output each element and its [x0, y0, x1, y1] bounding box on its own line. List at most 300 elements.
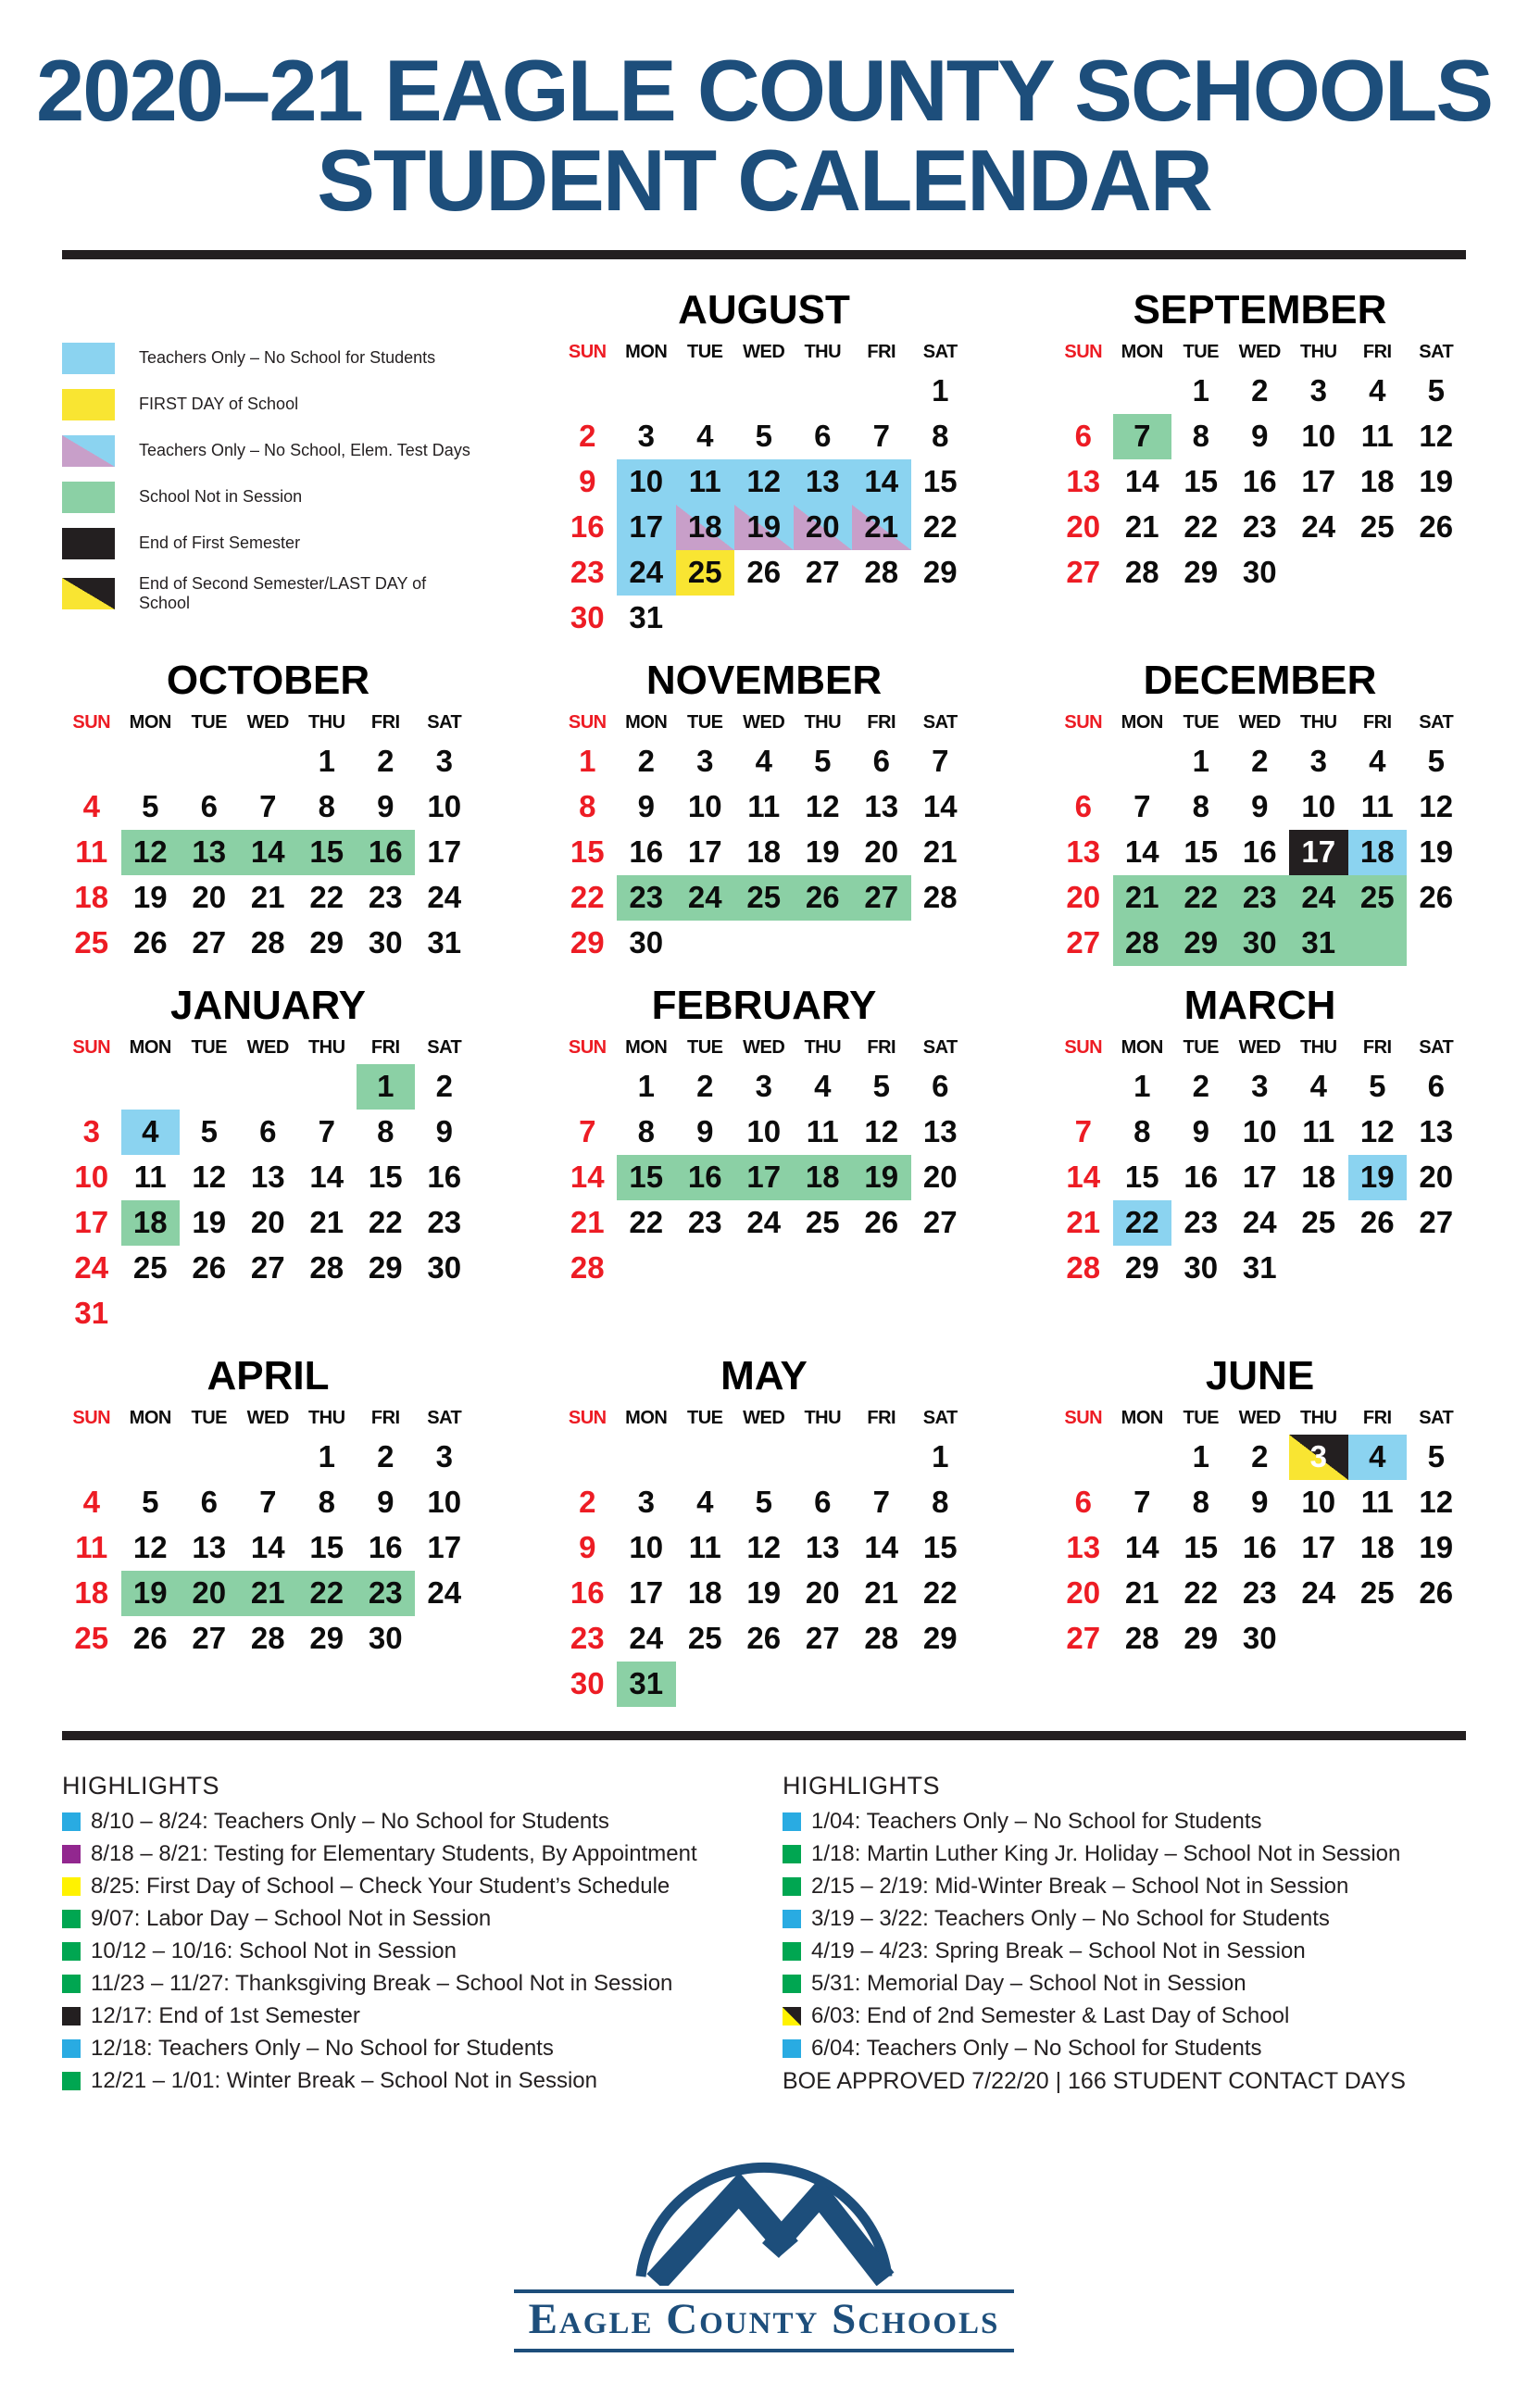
- day-cell: 5: [142, 789, 159, 824]
- day-cell: 6: [1074, 789, 1092, 824]
- day-cell: 27: [805, 555, 840, 590]
- week-row: [62, 1616, 474, 1662]
- day-cell: 15: [309, 1530, 344, 1565]
- day-cell: 20: [794, 505, 853, 550]
- highlight-text: 1/04: Teachers Only – No School for Students: [811, 1808, 1262, 1834]
- blue-bullet-icon: [783, 2039, 801, 2058]
- week-row: [558, 1571, 971, 1616]
- weekday-header: SUN: [568, 342, 607, 363]
- day-cell: 2: [1251, 1439, 1269, 1474]
- day-cell: 1: [637, 1069, 655, 1104]
- day-cell: 1: [579, 744, 596, 779]
- day-cell: 4: [1348, 1435, 1408, 1480]
- day-cell: 24: [1301, 509, 1336, 545]
- month-september: [1054, 287, 1466, 596]
- weekday-header: WED: [1238, 1037, 1281, 1059]
- month-title: SEPTEMBER: [1133, 286, 1387, 332]
- day-cell: 25: [687, 1621, 722, 1656]
- legend-label: End of First Semester: [139, 533, 301, 553]
- day-cell: 21: [250, 880, 285, 915]
- day-cell: 7: [1133, 1485, 1151, 1520]
- day-cell: 31: [629, 600, 664, 635]
- day-cell: [415, 1291, 474, 1336]
- green-bullet-icon: [783, 1942, 801, 1961]
- day-cell: 17: [617, 505, 676, 550]
- day-cell: 8: [579, 789, 596, 824]
- day-cell: 3: [696, 744, 714, 779]
- day-cell: 22: [629, 1205, 664, 1240]
- day-cell: [121, 1291, 181, 1336]
- day-cell: 13: [180, 830, 239, 875]
- weekday-header: MON: [625, 1037, 668, 1059]
- day-cell: 29: [922, 1621, 958, 1656]
- day-cell: 15: [922, 464, 958, 499]
- day-cell: [734, 921, 794, 966]
- day-cell: 17: [734, 1155, 794, 1200]
- month-title: JANUARY: [169, 982, 367, 1028]
- day-cell: 4: [696, 1485, 714, 1520]
- highlight-text: 2/15 – 2/19: Mid-Winter Break – School Not in Session: [811, 1873, 1349, 1899]
- day-cell: 9: [377, 789, 395, 824]
- weekday-header: SAT: [922, 1408, 958, 1429]
- week-row: [1054, 459, 1466, 505]
- day-cell: [911, 921, 971, 966]
- weekday-header: WED: [246, 1408, 289, 1429]
- blue-swatch-icon: [62, 343, 115, 374]
- month-title: NOVEMBER: [645, 657, 883, 703]
- day-cell: [180, 1064, 239, 1110]
- weekday-header: TUE: [1183, 342, 1219, 363]
- day-cell: [734, 369, 794, 414]
- day-cell: [911, 596, 971, 641]
- day-cell: 14: [864, 1530, 899, 1565]
- weekday-header: FRI: [867, 712, 896, 734]
- day-cell: 2: [696, 1069, 714, 1104]
- day-cell: 30: [427, 1250, 462, 1286]
- week-row: [1054, 505, 1466, 550]
- day-cell: 24: [1301, 1575, 1336, 1611]
- day-cell: 24: [676, 875, 735, 921]
- weekday-header: SUN: [568, 1408, 607, 1429]
- weekday-header-row: [62, 709, 474, 737]
- week-row: [558, 414, 971, 459]
- legend-item: [62, 343, 474, 374]
- day-cell: 29: [1171, 921, 1231, 966]
- week-row: [1054, 1110, 1466, 1155]
- day-cell: 8: [932, 1485, 949, 1520]
- day-cell: 3: [755, 1069, 772, 1104]
- weekday-header-row: [558, 709, 971, 737]
- day-cell: 5: [755, 419, 772, 454]
- day-cell: 10: [1242, 1114, 1277, 1149]
- day-cell: 16: [676, 1155, 735, 1200]
- day-cell: 16: [1242, 464, 1277, 499]
- day-cell: 21: [1066, 1205, 1101, 1240]
- day-cell: 24: [74, 1250, 109, 1286]
- day-cell: 14: [1124, 464, 1159, 499]
- week-row: [558, 739, 971, 784]
- weekday-header: THU: [804, 1408, 842, 1429]
- day-cell: 19: [746, 1575, 782, 1611]
- weekday-header-row: [1054, 1405, 1466, 1433]
- day-cell: 28: [1124, 1621, 1159, 1656]
- day-cell: 5: [755, 1485, 772, 1520]
- day-cell: [1289, 1246, 1348, 1291]
- day-cell: [852, 369, 911, 414]
- day-cell: 18: [794, 1155, 853, 1200]
- day-cell: 12: [1419, 1485, 1454, 1520]
- day-cell: [558, 1435, 618, 1480]
- green-bullet-icon: [62, 2072, 81, 2090]
- day-cell: 12: [734, 459, 794, 505]
- day-cell: 26: [132, 1621, 168, 1656]
- weekday-header: FRI: [370, 1408, 400, 1429]
- day-cell: 14: [1124, 1530, 1159, 1565]
- week-row: [558, 1246, 971, 1291]
- weekday-header: SUN: [72, 1037, 111, 1059]
- day-cell: 15: [1184, 464, 1219, 499]
- logo-wordmark: Eagle County Schools: [514, 2289, 1015, 2352]
- green-swatch-icon: [62, 482, 115, 513]
- month-title: JUNE: [1205, 1352, 1315, 1398]
- day-cell: 6: [200, 1485, 218, 1520]
- day-cell: 27: [1066, 555, 1101, 590]
- weekday-header-row: [558, 339, 971, 367]
- day-cell: [1348, 550, 1408, 596]
- day-cell: 12: [1359, 1114, 1395, 1149]
- day-cell: 10: [687, 789, 722, 824]
- week-row: [62, 1200, 474, 1246]
- weekday-header: THU: [1299, 342, 1337, 363]
- week-row: [62, 739, 474, 784]
- day-cell: 14: [250, 1530, 285, 1565]
- highlights-header: HIGHLIGHTS: [62, 1771, 220, 1800]
- day-cell: 3: [82, 1114, 100, 1149]
- day-cell: 9: [1251, 789, 1269, 824]
- day-cell: 27: [192, 925, 227, 960]
- day-cell: 13: [192, 1530, 227, 1565]
- day-cell: 14: [309, 1160, 344, 1195]
- day-cell: 18: [1348, 830, 1408, 875]
- day-cell: 12: [1419, 419, 1454, 454]
- weekday-header: TUE: [687, 1408, 723, 1429]
- day-cell: [852, 1435, 911, 1480]
- day-cell: 25: [805, 1205, 840, 1240]
- day-cell: 2: [1251, 373, 1269, 408]
- day-cell: 29: [570, 925, 605, 960]
- day-cell: 2: [435, 1069, 453, 1104]
- day-cell: 24: [1242, 1205, 1277, 1240]
- day-cell: 14: [570, 1160, 605, 1195]
- weekday-header: THU: [1299, 712, 1337, 734]
- day-cell: 9: [579, 1530, 596, 1565]
- day-cell: 9: [637, 789, 655, 824]
- day-cell: 13: [1066, 464, 1101, 499]
- day-cell: [852, 1662, 911, 1707]
- day-cell: 28: [864, 555, 899, 590]
- day-cell: 4: [1309, 1069, 1327, 1104]
- legend-item: [62, 435, 474, 467]
- day-cell: 11: [1360, 789, 1394, 824]
- highlight-text: 11/23 – 11/27: Thanksgiving Break – School Not in Session: [91, 1970, 673, 1996]
- weekday-header: WED: [743, 712, 785, 734]
- weekday-header: TUE: [1183, 712, 1219, 734]
- weekday-header: SAT: [1419, 712, 1454, 734]
- day-cell: 6: [1074, 419, 1092, 454]
- day-cell: 13: [794, 459, 853, 505]
- week-row: [1054, 1525, 1466, 1571]
- day-cell: [62, 1435, 121, 1480]
- day-cell: 11: [676, 459, 735, 505]
- week-row: [558, 830, 971, 875]
- day-cell: [239, 1291, 298, 1336]
- week-row: [1054, 1480, 1466, 1525]
- week-row: [558, 459, 971, 505]
- day-cell: 16: [357, 830, 416, 875]
- weekday-header: THU: [1299, 1408, 1337, 1429]
- day-cell: 8: [932, 419, 949, 454]
- weekday-header: SAT: [427, 1037, 462, 1059]
- day-cell: 20: [1066, 880, 1101, 915]
- weekday-header-row: [558, 1035, 971, 1062]
- day-cell: 5: [1427, 1439, 1445, 1474]
- weekday-header: THU: [804, 342, 842, 363]
- day-cell: [852, 1246, 911, 1291]
- day-cell: 29: [922, 555, 958, 590]
- mountain-arc-icon: [620, 2138, 908, 2286]
- month-november: [558, 658, 971, 966]
- weekday-header: FRI: [1362, 1408, 1392, 1429]
- day-cell: [1054, 1064, 1113, 1110]
- week-row: [1054, 784, 1466, 830]
- weekday-header: WED: [743, 342, 785, 363]
- highlight-item: [62, 1938, 783, 1964]
- week-row: [558, 596, 971, 641]
- weekday-header: TUE: [191, 1408, 227, 1429]
- day-cell: 2: [579, 419, 596, 454]
- week-row: [62, 1246, 474, 1291]
- day-cell: 26: [1419, 509, 1454, 545]
- day-cell: 23: [368, 880, 403, 915]
- week-row: [1054, 1246, 1466, 1291]
- week-row: [558, 1435, 971, 1480]
- divider-rule-top: [62, 250, 1466, 259]
- legend-item: [62, 528, 474, 559]
- day-cell: 30: [570, 600, 605, 635]
- day-cell: 17: [74, 1205, 109, 1240]
- day-cell: 1: [318, 744, 335, 779]
- weekday-header: WED: [1238, 712, 1281, 734]
- weekday-header: SAT: [922, 342, 958, 363]
- day-cell: 1: [1192, 1439, 1209, 1474]
- day-cell: 15: [570, 834, 605, 870]
- green-bullet-icon: [783, 1877, 801, 1896]
- day-cell: [734, 1246, 794, 1291]
- day-cell: 16: [629, 834, 664, 870]
- weekday-header: TUE: [1183, 1037, 1219, 1059]
- day-cell: 20: [250, 1205, 285, 1240]
- weekday-header: SUN: [72, 712, 111, 734]
- week-row: [1054, 369, 1466, 414]
- day-cell: 28: [922, 880, 958, 915]
- weekday-header: THU: [804, 712, 842, 734]
- highlight-item: [62, 2003, 783, 2029]
- day-cell: 21: [922, 834, 958, 870]
- day-cell: 1: [318, 1439, 335, 1474]
- day-cell: [1054, 369, 1113, 414]
- weekday-header: WED: [1238, 1408, 1281, 1429]
- day-cell: [911, 1662, 971, 1707]
- highlight-item: [783, 2003, 1466, 2029]
- day-cell: 6: [200, 789, 218, 824]
- week-row: [558, 1200, 971, 1246]
- weekday-header: MON: [129, 1037, 171, 1059]
- weekday-header: SAT: [1419, 1408, 1454, 1429]
- day-cell: 16: [368, 1530, 403, 1565]
- weekday-header: WED: [246, 1037, 289, 1059]
- day-cell: 30: [1242, 1621, 1277, 1656]
- month-august: [558, 287, 971, 641]
- weekday-header: SUN: [1064, 1037, 1103, 1059]
- day-cell: 25: [74, 1621, 109, 1656]
- highlight-text: 12/17: End of 1st Semester: [91, 2002, 360, 2028]
- day-cell: [1113, 369, 1172, 414]
- weekday-header: MON: [129, 712, 171, 734]
- weekday-header: MON: [625, 342, 668, 363]
- legend-item: [62, 574, 474, 613]
- day-cell: 25: [132, 1250, 168, 1286]
- month-title: AUGUST: [678, 286, 850, 332]
- month-april: [62, 1353, 474, 1662]
- test-swatch-icon: [62, 435, 115, 467]
- day-cell: 3: [1251, 1069, 1269, 1104]
- day-cell: 27: [1066, 925, 1101, 960]
- day-cell: 6: [932, 1069, 949, 1104]
- weekday-header: MON: [625, 712, 668, 734]
- day-cell: 20: [922, 1160, 958, 1195]
- day-cell: [676, 596, 735, 641]
- day-cell: 26: [794, 875, 853, 921]
- day-cell: 4: [82, 1485, 100, 1520]
- day-cell: 30: [1184, 1250, 1219, 1286]
- page-title: [0, 42, 1528, 229]
- day-cell: 18: [1359, 1530, 1395, 1565]
- day-cell: 18: [746, 834, 782, 870]
- week-row: [62, 1435, 474, 1480]
- weekday-header-row: [558, 1405, 971, 1433]
- weekday-header: WED: [743, 1037, 785, 1059]
- day-cell: 19: [1419, 1530, 1454, 1565]
- day-cell: 5: [1369, 1069, 1386, 1104]
- day-cell: 17: [427, 1530, 462, 1565]
- day-cell: 17: [1289, 830, 1348, 875]
- blue-bullet-icon: [62, 1812, 81, 1831]
- day-cell: 11: [688, 1530, 721, 1565]
- day-cell: 1: [932, 1439, 949, 1474]
- day-cell: [1054, 739, 1113, 784]
- week-row: [558, 784, 971, 830]
- day-cell: 13: [864, 789, 899, 824]
- day-cell: 28: [250, 925, 285, 960]
- weekday-header: SAT: [1419, 342, 1454, 363]
- highlight-text: 12/18: Teachers Only – No School for Students: [91, 2035, 554, 2061]
- highlight-text: 1/18: Martin Luther King Jr. Holiday – School Not in Session: [811, 1840, 1401, 1866]
- week-row: [62, 830, 474, 875]
- weekday-header: TUE: [191, 712, 227, 734]
- day-cell: 21: [864, 1575, 899, 1611]
- day-cell: 7: [579, 1114, 596, 1149]
- day-cell: 26: [746, 555, 782, 590]
- weekday-header: FRI: [867, 342, 896, 363]
- month-march: [1054, 983, 1466, 1291]
- day-cell: [297, 1064, 357, 1110]
- day-cell: 23: [570, 555, 605, 590]
- month-may: [558, 1353, 971, 1707]
- day-cell: 13: [922, 1114, 958, 1149]
- day-cell: 3: [1309, 744, 1327, 779]
- day-cell: 5: [1427, 744, 1445, 779]
- day-cell: 1: [932, 373, 949, 408]
- weekday-header: FRI: [1362, 1037, 1392, 1059]
- highlight-text: 6/04: Teachers Only – No School for Students: [811, 2035, 1262, 2061]
- weekday-header: TUE: [687, 342, 723, 363]
- weekday-header: FRI: [370, 712, 400, 734]
- weekday-header: MON: [1121, 342, 1163, 363]
- day-cell: 28: [1113, 921, 1172, 966]
- day-cell: 7: [1133, 789, 1151, 824]
- day-cell: [734, 1435, 794, 1480]
- day-cell: [239, 739, 298, 784]
- day-cell: [676, 1662, 735, 1707]
- day-cell: 30: [368, 925, 403, 960]
- week-row: [62, 921, 474, 966]
- weekday-header-row: [62, 1035, 474, 1062]
- black-bullet-icon: [62, 2007, 81, 2025]
- highlight-item: [62, 1841, 783, 1867]
- month-title: FEBRUARY: [651, 982, 877, 1028]
- day-cell: 18: [74, 1575, 109, 1611]
- day-cell: 21: [852, 505, 911, 550]
- day-cell: 3: [637, 419, 655, 454]
- weekday-header: WED: [1238, 342, 1281, 363]
- green-bullet-icon: [62, 1942, 81, 1961]
- day-cell: 3: [1309, 373, 1327, 408]
- day-cell: 23: [357, 1571, 416, 1616]
- day-cell: 4: [1369, 744, 1386, 779]
- legend-label: Teachers Only – No School for Students: [139, 348, 436, 368]
- weekday-header: THU: [307, 1408, 345, 1429]
- day-cell: 4: [1369, 373, 1386, 408]
- day-cell: 20: [1066, 1575, 1101, 1611]
- week-row: [558, 505, 971, 550]
- page-title-line1: 2020–21 EAGLE COUNTY SCHOOLS: [35, 42, 1493, 139]
- month-title: APRIL: [207, 1352, 330, 1398]
- day-cell: [852, 596, 911, 641]
- day-cell: 13: [1066, 834, 1101, 870]
- day-cell: 14: [1124, 834, 1159, 870]
- weekday-header-row: [1054, 1035, 1466, 1062]
- week-row: [558, 1480, 971, 1525]
- last-bullet-icon: [783, 2007, 801, 2025]
- day-cell: 25: [1359, 509, 1395, 545]
- day-cell: 11: [1360, 419, 1394, 454]
- boe-approved-note: BOE APPROVED 7/22/20 | 166 STUDENT CONTACT DAYS: [783, 2067, 1406, 2094]
- day-cell: 4: [696, 419, 714, 454]
- day-cell: 2: [1251, 744, 1269, 779]
- day-cell: 15: [1184, 1530, 1219, 1565]
- day-cell: 5: [814, 744, 832, 779]
- weekday-header: SUN: [1064, 342, 1103, 363]
